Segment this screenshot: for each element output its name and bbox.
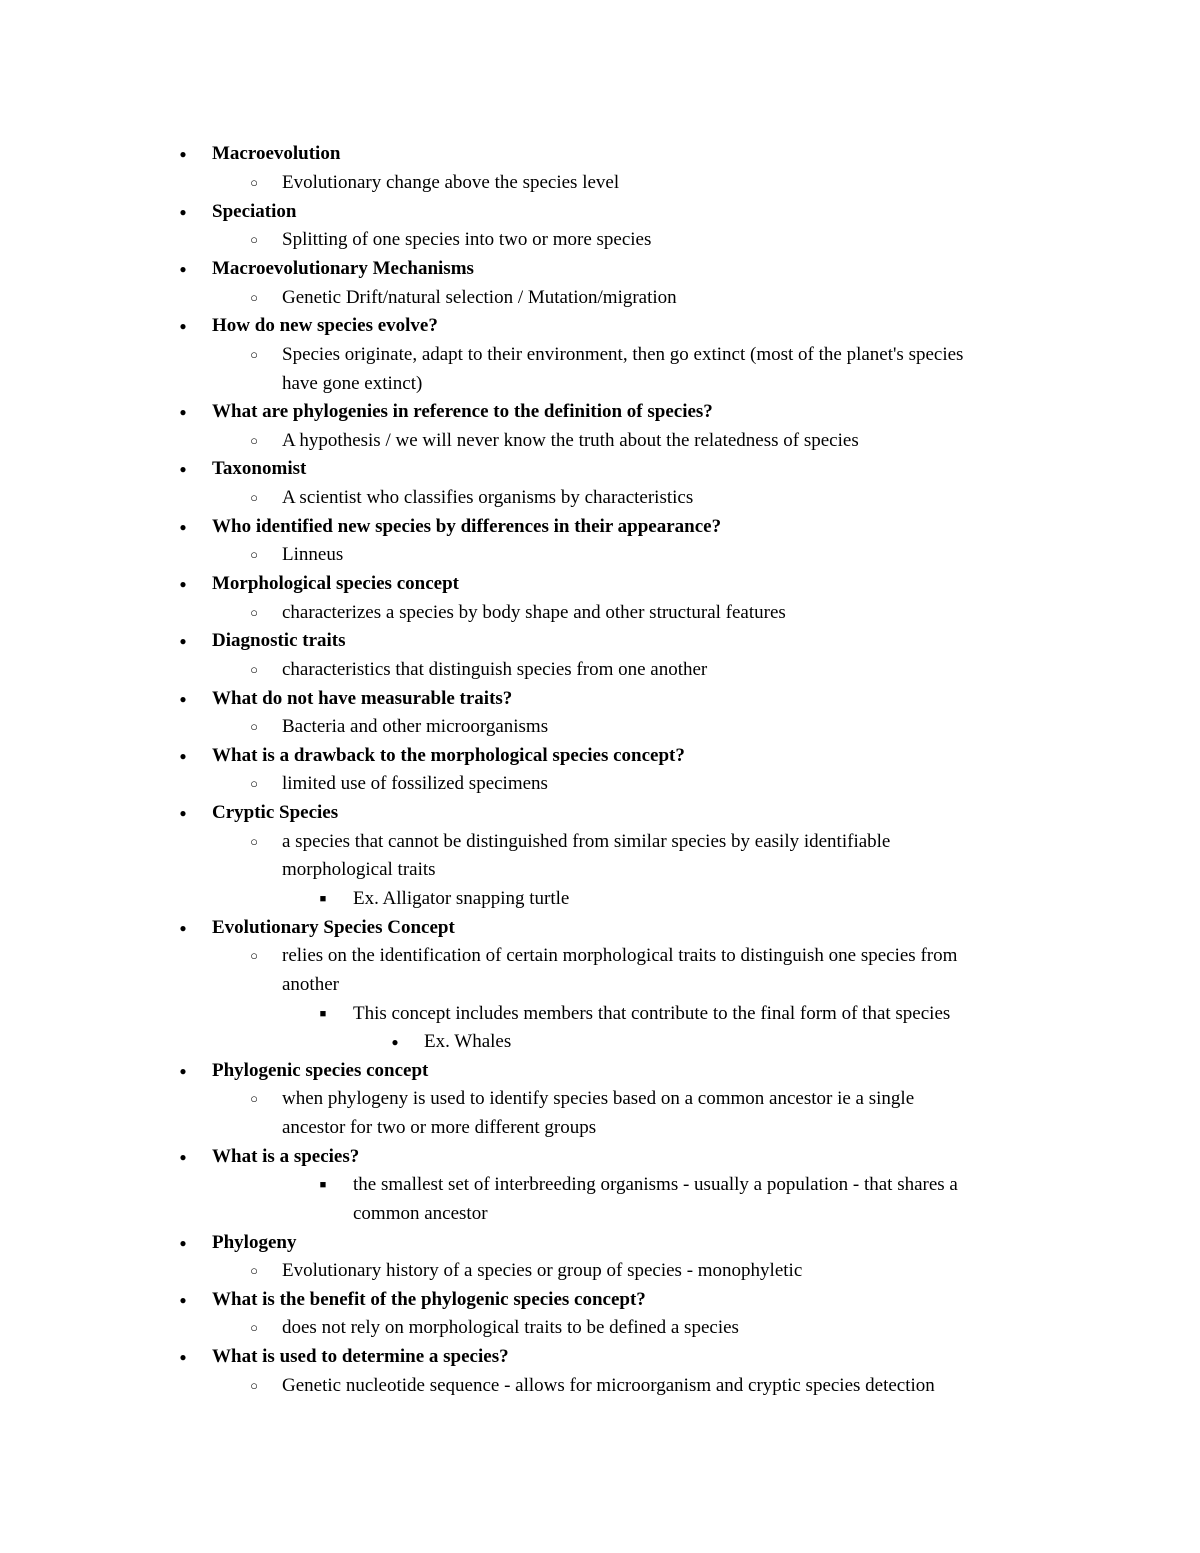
list-item <box>0 140 1200 168</box>
list-item <box>0 341 1200 369</box>
list-item <box>0 484 1200 512</box>
list-item <box>0 455 1200 483</box>
list-item <box>0 1057 1200 1085</box>
definition-text: have gone extinct) <box>282 373 423 394</box>
bullet-filled-circle-icon: ● <box>179 1293 187 1307</box>
list-item <box>0 255 1200 283</box>
definition-text: Bacteria and other microorganisms <box>282 716 549 737</box>
definition-text: morphological traits <box>282 859 436 880</box>
bullet-filled-circle-icon: ● <box>179 1350 187 1364</box>
bullet-hollow-circle-icon: ○ <box>250 776 258 791</box>
list-item <box>0 742 1200 770</box>
bullet-filled-circle-icon: ● <box>179 692 187 706</box>
term-heading: Speciation <box>212 201 297 222</box>
bullet-filled-circle-icon: ● <box>179 749 187 763</box>
list-item <box>0 541 1200 569</box>
definition-text: A hypothesis / we will never know the truth about the relatedness of species <box>282 430 859 451</box>
bullet-filled-circle-icon: ● <box>179 1064 187 1078</box>
definition-text: a species that cannot be distinguished from similar species by easily identifiable <box>282 831 891 852</box>
definition-text: the smallest set of interbreeding organisms - usually a population - that shares a <box>353 1174 958 1195</box>
list-item <box>0 427 1200 455</box>
term-heading: Macroevolution <box>212 143 341 164</box>
list-item <box>0 284 1200 312</box>
list-item-continuation <box>0 1200 1200 1228</box>
bullet-hollow-circle-icon: ○ <box>250 834 258 849</box>
definition-text: ancestor for two or more different groups <box>282 1117 597 1138</box>
example-text: Ex. Alligator snapping turtle <box>353 888 570 909</box>
bullet-filled-circle-icon: ● <box>391 1035 399 1049</box>
list-item <box>0 770 1200 798</box>
bullet-hollow-circle-icon: ○ <box>250 1091 258 1106</box>
list-item <box>0 1171 1200 1199</box>
definition-text: does not rely on morphological traits to be defined a species <box>282 1317 739 1338</box>
bullet-hollow-circle-icon: ○ <box>250 433 258 448</box>
definition-text: characteristics that distinguish species from one another <box>282 659 708 680</box>
term-heading: Who identified new species by differences in their appearance? <box>212 516 722 537</box>
list-item <box>0 713 1200 741</box>
list-item <box>0 656 1200 684</box>
list-item <box>0 799 1200 827</box>
definition-text: characterizes a species by body shape and other structural features <box>282 602 786 623</box>
term-heading: Diagnostic traits <box>212 630 346 651</box>
definition-text: relies on the identification of certain morphological traits to distinguish one species from <box>282 945 958 966</box>
list-item <box>0 1085 1200 1113</box>
list-item <box>0 627 1200 655</box>
term-heading: Morphological species concept <box>212 573 459 594</box>
term-heading: What do not have measurable traits? <box>212 688 513 709</box>
definition-text: when phylogeny is used to identify species based on a common ancestor ie a single <box>282 1088 915 1109</box>
list-item <box>0 885 1200 913</box>
list-item <box>0 1343 1200 1371</box>
term-heading: Evolutionary Species Concept <box>212 917 455 938</box>
term-heading: Macroevolutionary Mechanisms <box>212 258 474 279</box>
bullet-hollow-circle-icon: ○ <box>250 175 258 190</box>
definition-text: Linneus <box>282 544 344 565</box>
definition-text: common ancestor <box>353 1203 488 1224</box>
list-item <box>0 942 1200 970</box>
definition-text: another <box>282 974 339 995</box>
list-item <box>0 513 1200 541</box>
term-heading: Taxonomist <box>212 458 307 479</box>
bullet-filled-circle-icon: ● <box>179 1236 187 1250</box>
term-heading: What is a drawback to the morphological species concept? <box>212 745 685 766</box>
term-heading: Phylogeny <box>212 1232 297 1253</box>
bullet-hollow-circle-icon: ○ <box>250 1378 258 1393</box>
term-heading: What is a species? <box>212 1146 360 1167</box>
bullet-filled-circle-icon: ● <box>179 205 187 219</box>
term-heading: How do new species evolve? <box>212 315 438 336</box>
example-text: Ex. Whales <box>424 1031 512 1052</box>
bullet-hollow-circle-icon: ○ <box>250 605 258 620</box>
list-item <box>0 398 1200 426</box>
list-item-continuation <box>0 971 1200 999</box>
bullet-hollow-circle-icon: ○ <box>250 1263 258 1278</box>
bullet-square-icon: ■ <box>319 1179 327 1191</box>
definition-text: Evolutionary change above the species level <box>282 172 620 193</box>
definition-text: Genetic Drift/natural selection / Mutation/migration <box>282 287 677 308</box>
list-item <box>0 1257 1200 1285</box>
bullet-filled-circle-icon: ● <box>179 262 187 276</box>
bullet-filled-circle-icon: ● <box>179 319 187 333</box>
list-item <box>0 1229 1200 1257</box>
bullet-hollow-circle-icon: ○ <box>250 232 258 247</box>
bullet-filled-circle-icon: ● <box>179 806 187 820</box>
bullet-filled-circle-icon: ● <box>179 634 187 648</box>
bullet-filled-circle-icon: ● <box>179 1150 187 1164</box>
detail-text: This concept includes members that contribute to the final form of that species <box>353 1003 951 1024</box>
list-item <box>0 1000 1200 1028</box>
list-item-continuation <box>0 1114 1200 1142</box>
list-item <box>0 226 1200 254</box>
term-heading: Phylogenic species concept <box>212 1060 429 1081</box>
bullet-hollow-circle-icon: ○ <box>250 290 258 305</box>
definition-text: Splitting of one species into two or more species <box>282 229 652 250</box>
list-item <box>0 570 1200 598</box>
definition-text: limited use of fossilized specimens <box>282 773 548 794</box>
list-item <box>0 914 1200 942</box>
definition-text: A scientist who classifies organisms by characteristics <box>282 487 694 508</box>
bullet-hollow-circle-icon: ○ <box>250 719 258 734</box>
list-item <box>0 1314 1200 1342</box>
list-item <box>0 169 1200 197</box>
bullet-hollow-circle-icon: ○ <box>250 1320 258 1335</box>
bullet-hollow-circle-icon: ○ <box>250 547 258 562</box>
term-heading: Cryptic Species <box>212 802 339 823</box>
bullet-hollow-circle-icon: ○ <box>250 490 258 505</box>
bullet-filled-circle-icon: ● <box>179 520 187 534</box>
list-item <box>0 828 1200 856</box>
definition-text: Genetic nucleotide sequence - allows for microorganism and cryptic species detection <box>282 1375 935 1396</box>
list-item-continuation <box>0 370 1200 398</box>
definition-text: Species originate, adapt to their environment, then go extinct (most of the planet's species <box>282 344 964 365</box>
bullet-filled-circle-icon: ● <box>179 462 187 476</box>
list-item <box>0 599 1200 627</box>
definition-text: Evolutionary history of a species or group of species - monophyletic <box>282 1260 803 1281</box>
list-item <box>0 1143 1200 1171</box>
list-item <box>0 1286 1200 1314</box>
bullet-filled-circle-icon: ● <box>179 921 187 935</box>
list-item-continuation <box>0 856 1200 884</box>
term-heading: What is used to determine a species? <box>212 1346 509 1367</box>
bullet-hollow-circle-icon: ○ <box>250 347 258 362</box>
bullet-filled-circle-icon: ● <box>179 405 187 419</box>
bullet-hollow-circle-icon: ○ <box>250 662 258 677</box>
term-heading: What is the benefit of the phylogenic species concept? <box>212 1289 646 1310</box>
bullet-square-icon: ■ <box>319 893 327 905</box>
bullet-filled-circle-icon: ● <box>179 147 187 161</box>
bullet-filled-circle-icon: ● <box>179 577 187 591</box>
list-item <box>0 1028 1200 1056</box>
list-item <box>0 312 1200 340</box>
list-item <box>0 198 1200 226</box>
list-item <box>0 685 1200 713</box>
bullet-hollow-circle-icon: ○ <box>250 948 258 963</box>
term-heading: What are phylogenies in reference to the definition of species? <box>212 401 713 422</box>
bullet-square-icon: ■ <box>319 1008 327 1020</box>
list-item <box>0 1372 1200 1400</box>
